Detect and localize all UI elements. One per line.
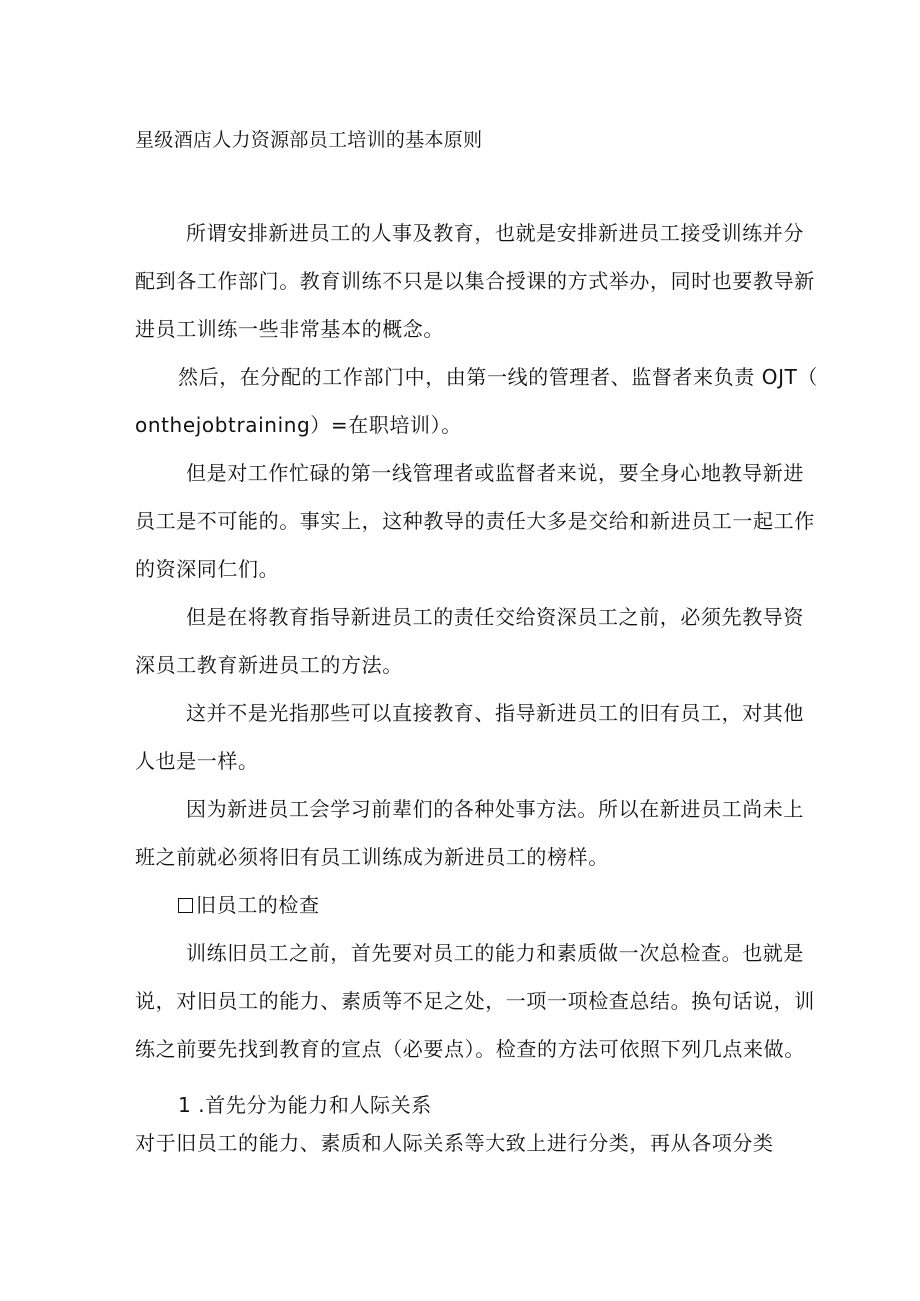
paragraph-line: onthejobtraining）=在职培训）。: [135, 413, 462, 437]
section-heading-text: 旧员工的检查: [196, 893, 320, 917]
paragraph-line: 对于旧员工的能力、素质和人际关系等大致上进行分类，再从各项分类: [135, 1131, 774, 1155]
document-title: 星级酒店人力资源部员工培训的基本原则: [135, 129, 483, 151]
paragraph-line: 人也是一样。: [135, 749, 259, 773]
checkbox-square-icon: [178, 898, 193, 913]
paragraph-line: 深员工教育新进员工的方法。: [135, 653, 403, 677]
paragraph-line: 但是对工作忙碌的第一线管理者或监督者来说，要全身心地教导新进: [186, 461, 804, 485]
paragraph-line: 所谓安排新进员工的人事及教育，也就是安排新进员工接受训练并分: [186, 221, 804, 245]
paragraph-line: 这并不是光指那些可以直接教育、指导新进员工的旧有员工，对其他: [186, 701, 804, 725]
paragraph-line: 练之前要先找到教育的宣点（必要点）。检查的方法可依照下列几点来做。: [135, 1037, 805, 1061]
paragraph-line: 班之前就必须将旧有员工训练成为新进员工的榜样。: [135, 845, 609, 869]
paragraph-line: 进员工训练一些非常基本的概念。: [135, 317, 444, 341]
numbered-heading: 1 .首先分为能力和人际关系: [178, 1093, 432, 1117]
section-heading: [178, 890, 320, 920]
paragraph-line: 员工是不可能的。事实上，这种教导的责任大多是交给和新进员工一起工作: [135, 509, 815, 533]
paragraph-line: 的资深同仁们。: [135, 557, 280, 581]
paragraph-line: 但是在将教育指导新进员工的责任交给资深员工之前，必须先教导资: [186, 605, 804, 629]
paragraph-line: 训练旧员工之前，首先要对员工的能力和素质做一次总检查。也就是: [186, 941, 804, 965]
paragraph-line: 配到各工作部门。教育训练不只是以集合授课的方式举办，同时也要教导新: [135, 269, 815, 293]
paragraph-line: 因为新进员工会学习前辈们的各种处事方法。所以在新进员工尚未上: [186, 797, 804, 821]
paragraph-line: 然后，在分配的工作部门中，由第一线的管理者、监督者来负责 OJT（: [178, 365, 819, 389]
paragraph-line: 说，对旧员工的能力、素质等不足之处，一项一项检查总结。换句话说，训: [135, 989, 815, 1013]
